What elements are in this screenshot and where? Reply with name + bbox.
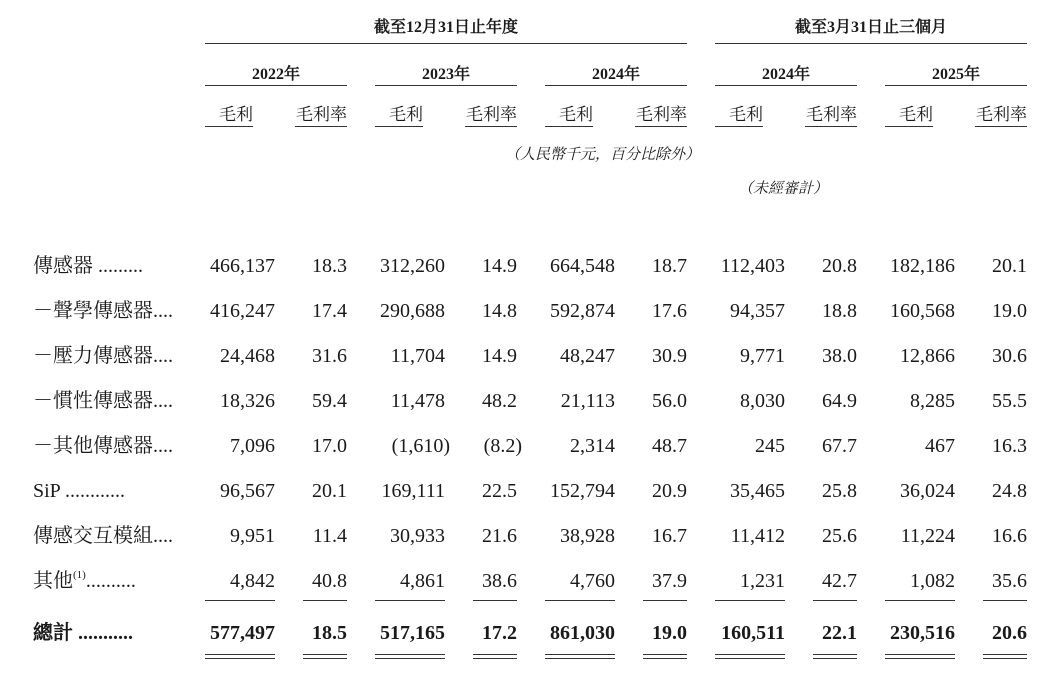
col-rule — [715, 126, 763, 127]
total-value: 17.2 — [482, 622, 517, 644]
total-double-rule — [303, 654, 347, 655]
cell-value: 96,567 — [220, 480, 275, 502]
cell-value: 9,951 — [230, 525, 275, 547]
total-double-rule — [375, 654, 445, 655]
cell-value: 4,760 — [570, 570, 615, 592]
subtotal-rule — [473, 600, 517, 601]
cell-value: 22.5 — [482, 480, 517, 502]
total-value: 577,497 — [210, 622, 275, 644]
cell-value: 18,326 — [220, 390, 275, 412]
cell-value: 21.6 — [482, 525, 517, 547]
col-margin-2024: 毛利率 — [636, 105, 687, 124]
total-value: 861,030 — [550, 622, 615, 644]
annual-group-rule — [205, 43, 687, 44]
cell-value: 11,224 — [900, 525, 955, 547]
total-double-rule — [205, 654, 275, 655]
total-double-rule — [545, 658, 615, 659]
cell-value: 25.8 — [822, 480, 857, 502]
cell-value: 12,866 — [900, 345, 955, 367]
col-gross-profit-q2024: 毛利 — [729, 105, 763, 124]
year-rule-q2025 — [885, 85, 1027, 86]
col-margin-2023: 毛利率 — [466, 105, 517, 124]
subtotal-rule — [303, 600, 347, 601]
row-label: －其他傳感器.... — [33, 435, 173, 457]
cell-value: 416,247 — [210, 300, 275, 322]
cell-value: 664,548 — [550, 255, 615, 277]
col-gross-profit-2022: 毛利 — [219, 105, 253, 124]
cell-value: 64.9 — [822, 390, 857, 412]
cell-value: 37.9 — [652, 570, 687, 592]
total-double-rule — [473, 658, 517, 659]
cell-value: 17.4 — [312, 300, 347, 322]
col-margin-q2024: 毛利率 — [806, 105, 857, 124]
cell-value: 312,260 — [380, 255, 445, 277]
col-gross-profit-2024: 毛利 — [559, 105, 593, 124]
cell-value: 24,468 — [220, 345, 275, 367]
col-rule — [375, 126, 423, 127]
cell-value: 18.7 — [652, 255, 687, 277]
cell-value: 35.6 — [992, 570, 1027, 592]
cell-value: 182,186 — [890, 255, 955, 277]
cell-value: (8.2) — [483, 435, 522, 457]
cell-value: 14.9 — [482, 345, 517, 367]
year-header-2022: 2022年 — [251, 66, 300, 83]
row-label: －壓力傳感器.... — [33, 345, 173, 367]
subtotal-rule — [375, 600, 445, 601]
total-double-rule — [643, 654, 687, 655]
year-header-q2025: 2025年 — [931, 66, 980, 83]
total-value: 20.6 — [992, 622, 1027, 644]
col-rule — [545, 126, 593, 127]
cell-value: 94,357 — [730, 300, 785, 322]
cell-value: 25.6 — [822, 525, 857, 547]
cell-value: 2,314 — [570, 435, 615, 457]
cell-value: 16.3 — [992, 435, 1027, 457]
year-header-q2024: 2024年 — [761, 66, 810, 83]
total-double-rule — [885, 654, 955, 655]
year-rule-2022 — [205, 85, 347, 86]
table-row — [0, 521, 1052, 551]
year-header-2023: 2023年 — [421, 66, 470, 83]
cell-value: 18.8 — [822, 300, 857, 322]
cell-value: 30,933 — [390, 525, 445, 547]
subtotal-rule — [813, 600, 857, 601]
footnote-marker: (1) — [73, 569, 86, 581]
cell-value: 59.4 — [312, 390, 347, 412]
total-double-rule — [983, 654, 1027, 655]
cell-value: 30.6 — [992, 345, 1027, 367]
cell-value: 24.8 — [992, 480, 1027, 502]
total-value: 517,165 — [380, 622, 445, 644]
cell-value: 4,861 — [400, 570, 445, 592]
row-label: 傳感交互模組.... — [33, 525, 173, 547]
col-margin-q2025: 毛利率 — [976, 105, 1027, 124]
total-double-rule — [885, 658, 955, 659]
year-rule-2023 — [375, 85, 517, 86]
cell-value: 11,412 — [730, 525, 785, 547]
col-rule — [635, 126, 687, 127]
table-row — [0, 566, 1052, 596]
col-rule — [885, 126, 933, 127]
cell-value: 17.6 — [652, 300, 687, 322]
cell-value: 42.7 — [822, 570, 857, 592]
cell-value: 31.6 — [312, 345, 347, 367]
quarter-group-title: 截至3月31日止三個月 — [794, 19, 947, 36]
total-double-rule — [205, 658, 275, 659]
row-label: －慣性傳感器.... — [33, 390, 173, 412]
table-row — [0, 251, 1052, 281]
cell-value: 290,688 — [380, 300, 445, 322]
cell-value: 466,137 — [210, 255, 275, 277]
cell-value: 20.1 — [312, 480, 347, 502]
cell-value: 17.0 — [312, 435, 347, 457]
cell-value: 7,096 — [230, 435, 275, 457]
total-value: 18.5 — [312, 622, 347, 644]
cell-value: 48,247 — [560, 345, 615, 367]
total-value: 19.0 — [652, 622, 687, 644]
cell-value: 67.7 — [822, 435, 857, 457]
total-double-rule — [813, 658, 857, 659]
subtotal-rule — [715, 600, 785, 601]
total-double-rule — [375, 658, 445, 659]
table-row — [0, 476, 1052, 506]
cell-value: 19.0 — [992, 300, 1027, 322]
cell-value: 21,113 — [560, 390, 615, 412]
row-label: 傳感器 ......... — [33, 255, 143, 277]
row-label: －聲學傳感器.... — [33, 300, 173, 322]
cell-value: 16.6 — [992, 525, 1027, 547]
cell-value: 11,704 — [390, 345, 445, 367]
table-row — [0, 341, 1052, 371]
table-row — [0, 431, 1052, 461]
subtotal-rule — [983, 600, 1027, 601]
cell-value: 11.4 — [312, 525, 347, 547]
cell-value: 40.8 — [312, 570, 347, 592]
total-row — [0, 618, 1052, 648]
total-value: 230,516 — [890, 622, 955, 644]
total-double-rule — [715, 658, 785, 659]
total-double-rule — [715, 654, 785, 655]
table-row — [0, 296, 1052, 326]
subtotal-rule — [545, 600, 615, 601]
total-double-rule — [303, 658, 347, 659]
cell-value: 592,874 — [550, 300, 615, 322]
cell-value: 467 — [925, 435, 955, 457]
subtotal-rule — [205, 600, 275, 601]
cell-value: 55.5 — [992, 390, 1027, 412]
total-value: 160,511 — [721, 622, 785, 644]
total-label: 總計 ........... — [33, 622, 133, 644]
cell-value: 245 — [755, 435, 785, 457]
cell-value: 38,928 — [560, 525, 615, 547]
cell-value: 35,465 — [730, 480, 785, 502]
total-double-rule — [545, 654, 615, 655]
unaudited-note: （未經審計） — [737, 181, 828, 197]
cell-value: 8,030 — [740, 390, 785, 412]
cell-value: (1,610) — [391, 435, 450, 457]
cell-value: 48.2 — [482, 390, 517, 412]
annual-group-title: 截至12月31日止年度 — [373, 19, 518, 36]
year-header-2024: 2024年 — [591, 66, 640, 83]
cell-value: 152,794 — [550, 480, 615, 502]
year-rule-2024 — [545, 85, 687, 86]
units-note: （人民幣千元，百分比除外） — [504, 147, 700, 163]
cell-value: 38.0 — [822, 345, 857, 367]
subtotal-rule — [885, 600, 955, 601]
row-label: 其他$^{(1)}$.......... — [33, 569, 136, 592]
col-gross-profit-2023: 毛利 — [389, 105, 423, 124]
total-value: 22.1 — [822, 622, 857, 644]
col-rule — [465, 126, 517, 127]
total-double-rule — [983, 658, 1027, 659]
quarter-group-rule — [715, 43, 1027, 44]
cell-value: 1,082 — [910, 570, 955, 592]
col-margin-2022: 毛利率 — [296, 105, 347, 124]
col-rule — [295, 126, 347, 127]
cell-value: 16.7 — [652, 525, 687, 547]
total-double-rule — [473, 654, 517, 655]
total-double-rule — [813, 654, 857, 655]
cell-value: 18.3 — [312, 255, 347, 277]
cell-value: 8,285 — [910, 390, 955, 412]
cell-value: 160,568 — [890, 300, 955, 322]
cell-value: 20.1 — [992, 255, 1027, 277]
cell-value: 4,842 — [230, 570, 275, 592]
cell-value: 1,231 — [740, 570, 785, 592]
cell-value: 9,771 — [740, 345, 785, 367]
total-double-rule — [643, 658, 687, 659]
cell-value: 14.9 — [482, 255, 517, 277]
cell-value: 14.8 — [482, 300, 517, 322]
cell-value: 56.0 — [652, 390, 687, 412]
cell-value: 30.9 — [652, 345, 687, 367]
cell-value: 48.7 — [652, 435, 687, 457]
col-gross-profit-q2025: 毛利 — [899, 105, 933, 124]
cell-value: 20.9 — [652, 480, 687, 502]
table-row — [0, 386, 1052, 416]
col-rule — [205, 126, 253, 127]
cell-value: 11,478 — [390, 390, 445, 412]
cell-value: 20.8 — [822, 255, 857, 277]
cell-value: 112,403 — [720, 255, 785, 277]
col-rule — [805, 126, 857, 127]
year-rule-q2024 — [715, 85, 857, 86]
row-label: SiP ............ — [33, 480, 126, 502]
cell-value: 169,111 — [381, 480, 445, 502]
col-rule — [975, 126, 1027, 127]
cell-value: 38.6 — [482, 570, 517, 592]
cell-value: 36,024 — [900, 480, 955, 502]
subtotal-rule — [643, 600, 687, 601]
